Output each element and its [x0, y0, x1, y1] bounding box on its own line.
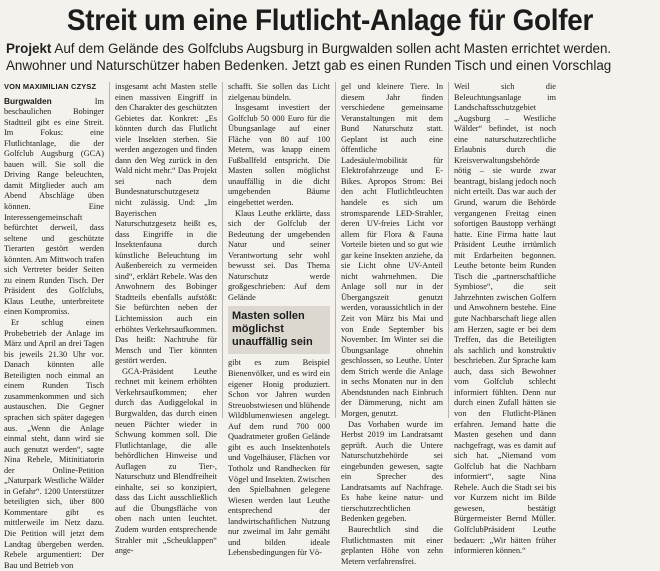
paragraph: Baurechtlich sind die Flutlichtmasten mit einer geplanten Höhe von zehn Metern verfahrensfrei.	[341, 524, 443, 566]
paragraph: Klaus Leuthe erklärte, dass sich der Golfclub der Bedeutung der umgebenden Natur und seiner Verantwortung sehr wohl bewusst sei. Das Thema Naturschutz werde großgeschrieben: Auf dem Gelände	[228, 208, 330, 302]
paragraph: Das Vorhaben wurde im Herbst 2019 im Landratsamt geprüft. Auch die Untere Naturschutzbehörde sei eingebunden gewesen, sagte ein Sprecher des Landratsamts auf Nachfrage. Es habe keine natur- und tierschutzrechtlichen Bedenken gegeben.	[341, 419, 443, 524]
paragraph: gibt es zum Beispiel Bienenvölker, und es wird ein eigener Honig produziert. Schon vor Jahren wurden Streuobstwiesen und blühende Wildblumenwiesen angelegt. Auf dem rund 700 000 Quadratmeter großen Gelände gibt es auch Insektenhotels und Vogelhäuser, Flächen vor Totholz und Randhecken für Vögel und Insekten. Zwischen den Spielbahnen gelegene Wiesen werden laut Leuthe entsprechend der landwirtschaftlichen Nutzung nur zweimal im Jahr gemäht und bilden ideale Lebensbedingungen für Vö-	[228, 358, 330, 558]
subheading: Masten sollen möglichst unauffällig sein	[228, 306, 330, 354]
column-4	[341, 82, 443, 566]
paragraph: GCA-Präsident Leuthe rechnet mit keinem erhöhten Verkehrsaufkommen; eher durch das Audiggelokal in Burgwalden, das durch einen neuen Pächter wieder in Schwung kommen soll. Die Flutlichtanlage, die alle behördlichen Hinweise und Auflagen zu Tier-, Naturschutz und Blendfreiheit einhalte, sei so konzipiert, dass das Licht ausschließlich auf die Übungsfläche von oben nach unten leuchtet. Zudem wurden entsprechende Strahler mit „Scheuklappen“ ange-	[115, 366, 217, 556]
paragraph-text: Im beschaulichen Bobinger Stadtteil gibt es eine Streit. Im Fokus: eine Flutlichtanlage, die der Golfclub Augsburg (GCA) bauen will. Sie soll die Driving Range beleuchten, damit Mitglieder auch am Abend Abschläge üben können. Eine Interessengemeinschaft befürchtet derweil, dass seltene und geschützte Tierarten gestört werden könnten. Am Mittwoch trafen sich Vertreter beider Seiten zu einem Runden Tisch. Der Präsident des Golfclubs, Klaus Leuthe, unterbreitete einen Kompromiss.	[4, 96, 104, 317]
paragraph: insgesamt acht Masten stelle einen massiven Eingriff in den Charakter des geschützten Gebietes dar. Konkret: „Es könnten durch das Flutlicht viele Insekten sterben. Sie werden angezogen und finden dann den Weg zurück in den Wald nicht mehr.“ Das Projekt sei nach dem Bundesnaturschutzgesetz nicht zulässig. Und: „Im Bayerischen Naturschutzgesetz heißt es, dass Eingriffe in die Insektenfauna durch künstliche Beleuchtung im Außenbereich zu vermeiden sind“, erklärt Rebele. Was den Anwohnern des Bobinger Stadtteils ebenfalls aufstößt: Sie befürchten neben der Lichtemission auch ein erhöhtes Verkehrsaufkommen. Das heißt: Nachtruhe für Mensch und Tier könnten gestört werden.	[115, 82, 217, 366]
column-divider	[335, 82, 336, 418]
column-divider	[448, 82, 449, 418]
column-1	[4, 82, 104, 570]
dateline: Burgwalden	[4, 95, 52, 106]
intro-teaser	[6, 40, 654, 74]
paragraph: Weil sich die Beleuchtungsanlage im Landschaftsschutzgebiet „Augsburg – Westliche Wälder“ befindet, ist noch eine naturschutzrechtliche Erlaubnis durch die Kreisverwaltungsbehörde nötig – sie wurde zwar beantragt, bislang jedoch noch nicht erteilt. Das war auch der Grund, warum die Behörde vergangenen Freitag einen sofortigen Baustopp verhängt hatte. Eine Firma hatte laut Präsident Leuthe irrtümlich mit Erdarbeiten begonnen. Leuthe betonte beim Runden Tisch die „partnerschaftliche Symbiose“, die seit Jahrzehnten zwischen Golfern und Anwohnern bestehe. Eine gute Nachbarschaft liege allen am Herzen, sagte er bei dem Treffen, das die Beteiligten als sachlich und konstruktiv beschrieben. Zur Sprache kam auch, dass sich Bewohner vom Golfclub schlecht informiert fühlten. Denn nur durch einen Zufall hätten sie von den Flutlicht-Plänen erfahren. Jemand hatte die Masten gesehen und dann nachgefragt, was es damit auf sich hat. „Niemand vom Golfclub hat die Nachbarn informiert“, sagte Nina Rebele. Auch die Stadt sei bis vor Kurzem nicht im Bilde gewesen, bestätigt Bürgermeister Bernd Müller. GolfclubPräsident Leuthe bedauert: „Wir hätten früher informieren können.“	[454, 82, 556, 556]
column-5	[454, 82, 650, 556]
column-2	[115, 82, 217, 556]
paragraph: Er schlug einen Probebetrieb der Anlage im März und April an drei Tagen bis jeweils 21.30 Uhr vor. Danach könnten alle Beteiligten noch einmal an einem Runden Tisch zusammenkommen und sich austauschen. Die Gegner sprachen sich später dagegen aus. „Wenn die Anlage einmal steht, dann wird sie auch genutzt werden“, sagte Nina Rebele, Mitinitiatorin der Online-Petition „Naturpark Westliche Wälder in Gefahr“. 1200 Unterstützer beteiligten sich, über 800 Kommentare gibt es mittlerweile im Netz dazu. Die Petition will jetzt dem Landtag übergeben werden. Rebele argumentiert: Der Bau und Betrieb von	[4, 318, 104, 570]
intro-text: Auf dem Gelände des Golfclubs Augsburg in Burgwalden sollen acht Masten errichtet werden. Anwohner und Naturschützer haben Bedenken. Jetzt gab es einen Runden Tisch und einen Vorschlag	[6, 41, 612, 73]
byline: VON MAXIMILIAN CZYSZ	[4, 82, 97, 91]
column-divider	[109, 82, 110, 418]
headline: Streit um eine Flutlicht-Anlage für Golfer	[66, 4, 594, 37]
column-divider	[222, 82, 223, 418]
column-3	[228, 82, 330, 558]
paragraph: schafft. Sie sollen das Licht zielgenau bündeln.	[228, 82, 330, 102]
article-columns	[4, 82, 656, 570]
paragraph: Insgesamt investiert der Golfclub 50 000 Euro für die Übungsanlage auf einer Fläche von 80 auf 100 Metern, was knapp einem Fußballfeld entspricht. Die Masten sollen möglichst unauffällig in die dicht umgebenden Bäume eingebettet werden.	[228, 103, 330, 208]
paragraph: gel und kleinere Tiere. In diesem Jahr finden verschiedene gemeinsame Veranstaltungen mit dem Bund Naturschutz statt. Geplant ist auch eine öffentliche Ladesäule/mobilität für Elektrofahrzeuge und E-Bikes. Apropos Strom: Bei den acht Flutlichtleuchten handele es sich um stromsparende LED-Strahler, deren UV-freies Licht vor allem für Flora & Fauna Vorteile bieten und so gut wie gar keine Insekten anziehe, da sie Licht ohne UV-Anteil nicht wahrnehmen. Die Anlage soll nur in der Übergangszeit genutzt werden, voraussichtlich in der Zeit von März bis Mai und von Ende September bis November. Im Winter sei die Übungsanlage ohnehin geschlossen, so Leuthe. Unter dem Strich werde die Anlage in sechs Monaten nur in den Abendstunden nach Einbruch der Dämmerung, nicht am Morgen, genutzt.	[341, 82, 443, 418]
paragraph	[4, 96, 104, 318]
intro-label: Projekt	[6, 41, 52, 56]
